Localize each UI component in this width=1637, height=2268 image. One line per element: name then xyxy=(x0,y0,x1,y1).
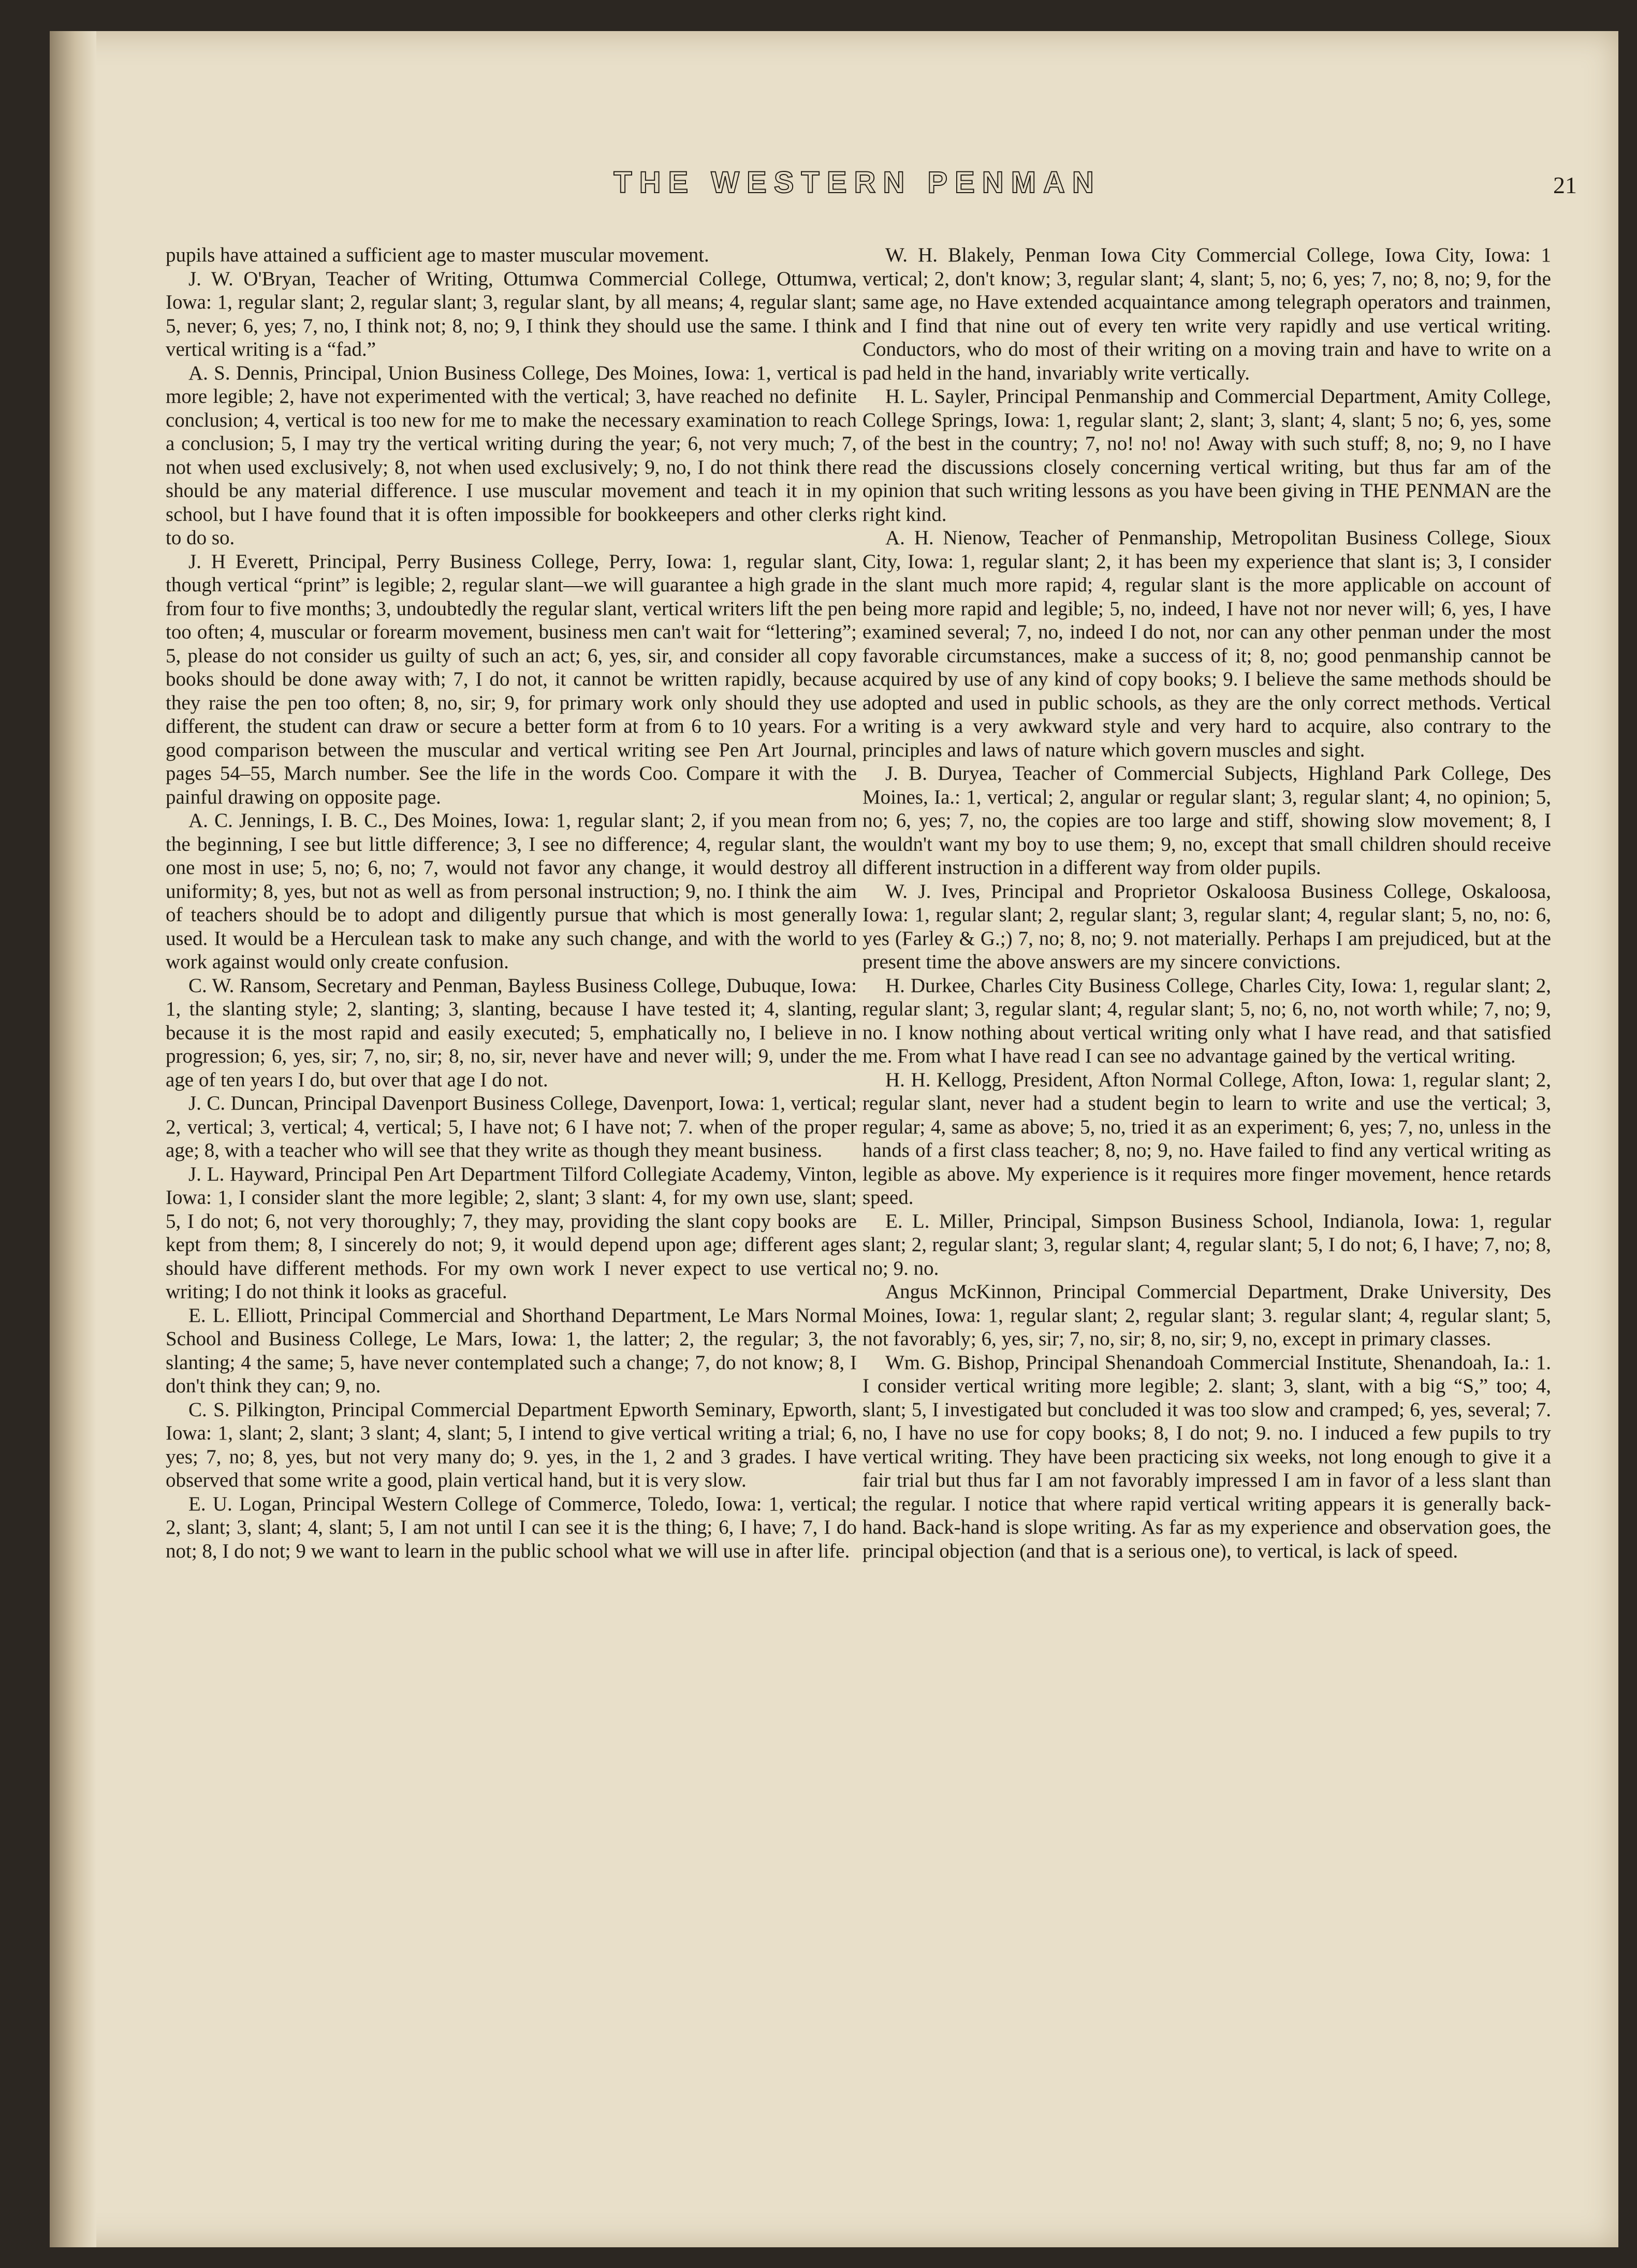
paragraph: J. L. Hayward, Principal Pen Art Department Tilford Collegiate Academy, Vinton, Iowa: 1, I consider slant the more legible; 2, slant; 3 slant: 4, for my own use, slant; 5, I do not; 6, not very thoroughly; 7, they may, providing the slant copy books are kept from them; 8, I sincerely do not; 9, it would depend upon age; different ages should have different methods. For my own work I never expect to use vertical writing; I do not think it looks as graceful. xyxy=(166,1162,857,1303)
paragraph: W. J. Ives, Principal and Proprietor Oskaloosa Business College, Oskaloosa, Iowa: 1, regular slant; 2, regular slant; 3, regular slant; 4, regular slant; 5, no, no: 6, yes (Farley & G.;) 7, no; 8, no; 9. not materially. Perhaps I am prejudiced, but at the present time the above answers are my sincere convictions. xyxy=(863,880,1551,973)
paragraph: J. H Everett, Principal, Perry Business College, Perry, Iowa: 1, regular slant, though vertical “print” is legible; 2, regular slant—we will guarantee a high grade in from four to five months; 3, undoubtedly the regular slant, vertical writers lift the pen too often; 4, muscular or forearm movement, business men can't wait for “lettering”; 5, please do not consider us guilty of such an act; 6, yes, sir, and consider all copy books should be done away with; 7, I do not, it cannot be written rapidly, because they raise the pen too often; 8, no, sir; 9, for primary work only should they use different, the student can draw or secure a better form at from 6 to 10 years. For a good comparison between the muscular and vertical writing see Pen Art Journal, pages 54–55, March number. See the life in the words Coo. Compare it with the painful drawing on opposite page. xyxy=(166,550,857,808)
paragraph: A. C. Jennings, I. B. C., Des Moines, Iowa: 1, regular slant; 2, if you mean from the beginning, I see but little difference; 3, I see no difference; 4, regular slant, the one most in use; 5, no; 6, no; 7, would not favor any change, it would destroy all uniformity; 8, yes, but not as well as from personal instruction; 9, no. I think the aim of teachers should be to adopt and diligently pursue that which is most generally used. It would be a Herculean task to make any such change, and with the world to work against would only create confusion. xyxy=(166,809,857,973)
paragraph: pupils have attained a sufficient age to master muscular movement. xyxy=(166,244,709,266)
page-number: 21 xyxy=(1553,172,1577,198)
left-column xyxy=(166,243,857,2107)
paragraph: H. H. Kellogg, President, Afton Normal College, Afton, Iowa: 1, regular slant; 2, regular slant, never had a student begin to learn to write and use the vertical; 3, regular; 4, same as above; 5, no, tried it as an experiment; 6, yes; 7, no, unless in the hands of a first class teacher; 8, no; 9, no. Have failed to find any vertical writing as legible as above. My experience is it requires more finger movement, hence retards speed. xyxy=(863,1068,1551,1209)
right-column xyxy=(863,243,1551,2107)
paragraph: E. L. Elliott, Principal Commercial and Shorthand Department, Le Mars Normal School and Business College, Le Mars, Iowa: 1, the latter; 2, the regular; 3, the slanting; 4 the same; 5, have never contemplated such a change; 7, do not know; 8, I don't think they can; 9, no. xyxy=(166,1304,857,1397)
paragraph: A. S. Dennis, Principal, Union Business College, Des Moines, Iowa: 1, vertical is more legible; 2, have not experimented with the vertical; 3, have reached no definite conclusion; 4, vertical is too new for me to make the necessary examination to reach a conclusion; 5, I may try the vertical writing during the year; 6, not very much; 7, not when used exclusively; 8, not when used exclusively; 9, no, I do not think there should be any material difference. I use muscular movement and teach it in my school, but I have found that it is often impossible for bookkeepers and other clerks to do so. xyxy=(166,361,857,549)
paragraph: C. S. Pilkington, Principal Commercial Department Epworth Seminary, Epworth, Iowa: 1, slant; 2, slant; 3 slant; 4, slant; 5, I intend to give vertical writing a trial; 6, yes; 7, no; 8, yes, but not very many do; 9. yes, in the 1, 2 and 3 grades. I have observed that some write a good, plain vertical hand, but it is very slow. xyxy=(166,1398,857,1491)
page-binding-shadow xyxy=(50,31,96,2247)
paragraph: J. B. Duryea, Teacher of Commercial Subjects, Highland Park College, Des Moines, Ia.: 1, vertical; 2, angular or regular slant; 3, regular slant; 4, no opinion; 5, no; 6, yes; 7, no, the copies are too large and stiff, showing slow movement; 8, I wouldn't want my boy to use them; 9, no, except that small children should receive different instruction in a different way from older pupils. xyxy=(863,762,1551,879)
paragraph: H. L. Sayler, Principal Penmanship and Commercial Department, Amity College, College Springs, Iowa: 1, regular slant; 2, slant; 3, slant; 4, slant; 5 no; 6, yes, some of the best in the country; 7, no! no! no! Away with such stuff; 8, no; 9, no I have read the discussions closely concerning vertical writing, but thus far am of the opinion that such writing lessons as you have been giving in THE PENMAN are the right kind. xyxy=(863,385,1551,526)
masthead-title: THE WESTERN PENMAN xyxy=(613,166,1101,199)
paragraph: Angus McKinnon, Principal Commercial Department, Drake University, Des Moines, Iowa: 1, regular slant; 2, regular slant; 3. regular slant; 4, regular slant; 5, not favorably; 6, yes, sir; 7, no, sir; 8, no, sir; 9, no, except in primary classes. xyxy=(863,1281,1551,1350)
paragraph: W. H. Blakely, Penman Iowa City Commercial College, Iowa City, Iowa: 1 vertical; 2, don't know; 3, regular slant; 4, slant; 5, no; 6, yes; 7, no; 8, no; 9, for the same age, no Have extended acquaintance among telegraph operators and trainmen, and I find that nine out of every ten write very rapidly and use vertical writing. Conductors, who do most of their writing on a moving train and have to write on a pad held in the hand, invariably write vertically. xyxy=(863,244,1551,384)
paragraph: E. L. Miller, Principal, Simpson Business School, Indianola, Iowa: 1, regular slant; 2, regular slant; 3, regular slant; 4, regular slant; 5, I do not; 6, I have; 7, no; 8, no; 9. no. xyxy=(863,1210,1551,1280)
paragraph: A. H. Nienow, Teacher of Penmanship, Metropolitan Business College, Sioux City, Iowa: 1, regular slant; 2, it has been my experience that slant is; 3, I consider the slant much more rapid; 4, regular slant is the more applicable on account of being more rapid and legible; 5, no, indeed, I have not nor never will; 6, yes, I have examined several; 7, no, indeed I do not, nor can any other penman under the most favorable circumstances, make a success of it; 8, no; good penmanship cannot be acquired by use of any kind of copy books; 9. I believe the same methods should be adopted and used in public schools, as they are the only correct methods. Vertical writing is a very awkward style and very hard to acquire, also contrary to the principles and laws of nature which govern muscles and sight. xyxy=(863,527,1551,761)
paragraph: H. Durkee, Charles City Business College, Charles City, Iowa: 1, regular slant; 2, regular slant; 3, regular slant; 4, regular slant; 5, no; 6, no, not worth while; 7, no; 9, no. I know nothing about vertical writing only what I have read, and that satisfied me. From what I have read I can see no advantage gained by the vertical writing. xyxy=(863,974,1551,1067)
paragraph: J. C. Duncan, Principal Davenport Business College, Davenport, Iowa: 1, vertical; 2, vertical; 3, vertical; 4, vertical; 5, I have not; 6 I have not; 7. when of the proper age; 8, with a teacher who will see that they write as though they meant business. xyxy=(166,1092,857,1161)
page-header xyxy=(50,159,1618,206)
paragraph: E. U. Logan, Principal Western College of Commerce, Toledo, Iowa: 1, vertical; 2, slant; 3, slant; 4, slant; 5, I am not until I can see it is the thing; 6, I have; 7, I do not; 8, I do not; 9 we want to learn in the public school what we will use in after life. xyxy=(166,1492,857,1562)
paragraph: J. W. O'Bryan, Teacher of Writing, Ottumwa Commercial College, Ottumwa, Iowa: 1, regular slant; 2, regular slant; 3, regular slant, by all means; 4, regular slant; 5, never; 6, yes; 7, no, I think not; 8, no; 9, I think they should use the same. I think vertical writing is a “fad.” xyxy=(166,267,857,360)
paragraph: C. W. Ransom, Secretary and Penman, Bayless Business College, Dubuque, Iowa: 1, the slanting style; 2, slanting; 3, slanting, because I have tested it; 4, slanting, because it is the most rapid and easily executed; 5, emphatically no, I believe in progression; 6, yes, sir; 7, no, sir; 8, no, sir, never have and never will; 9, under the age of ten years I do, but over that age I do not. xyxy=(166,974,857,1091)
magazine-page xyxy=(50,31,1618,2247)
paragraph: Wm. G. Bishop, Principal Shenandoah Commercial Institute, Shenandoah, Ia.: 1. I consider vertical writing more legible; 2. slant; 3, slant, with a big “S,” too; 4, slant; 5, I investigated but concluded it was too slow and cramped; 6, yes, several; 7. no, I have no use for copy books; 8, I do not; 9. no. I induced a few pupils to try vertical writing. They have been practicing six weeks, not long enough to give it a fair trial but thus far I am not favorably impressed I am in favor of a less slant than the regular. I notice that where rapid vertical writing appears it is generally back-hand. Back-hand is slope writing. As far as my experience and observation goes, the principal objection (and that is a serious one), to vertical, is lack of speed. xyxy=(863,1351,1551,1562)
